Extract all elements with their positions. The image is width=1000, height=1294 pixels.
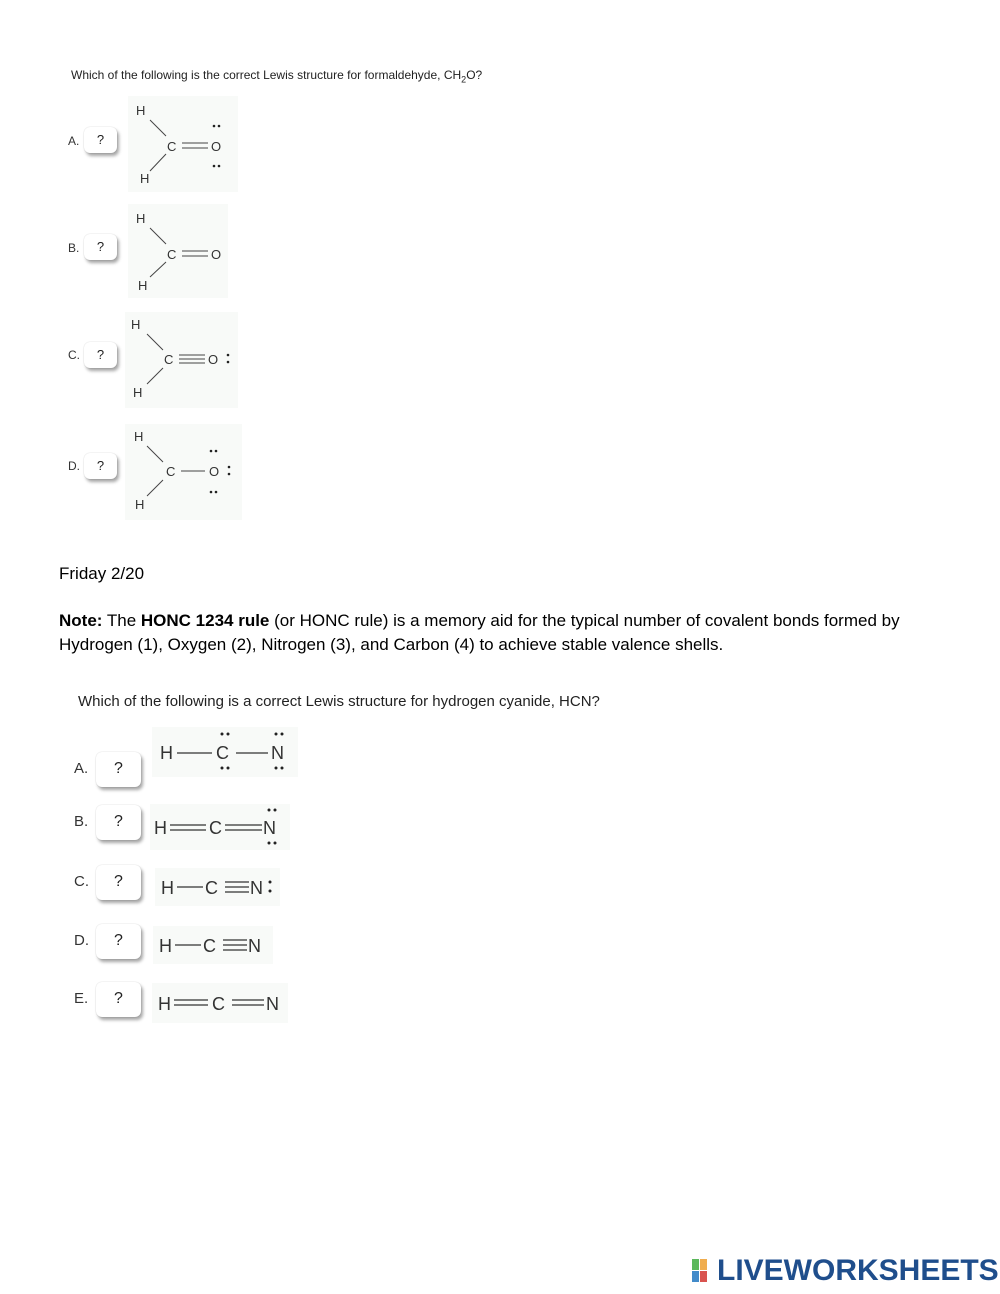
note-label: Note: [59,611,103,630]
honc-note: Note: The HONC 1234 rule (or HONC rule) is a memory aid for the typical number of covalent bonds formed by Hydrogen (1), Oxygen (2), Nitrogen (3), and Carbon (4) to achieve stable valence shells. [59,611,900,654]
atom-c: C [212,994,225,1014]
brand-name: LIVEWORKSHEETS [717,1254,999,1287]
hcn-structure-c [155,868,280,906]
formaldehyde-structure-d [125,424,242,520]
hcn-structure-b [150,804,290,850]
option-a-letter: A. [74,760,89,777]
liveworksheets-logo-icon [692,1259,716,1283]
atom-o: O [208,352,219,367]
atom-c: C [216,743,229,763]
option-a-letter: A. [68,134,80,148]
option-c-letter: C. [74,873,89,890]
answer-box-q1-b[interactable]: ? [84,234,117,260]
option-b-letter: B. [68,241,80,255]
answer-box-q2-b[interactable]: ? [96,805,141,840]
answer-box-q1-d[interactable]: ? [84,453,117,479]
atom-c: C [203,936,216,956]
date-heading: Friday 2/20 [59,564,145,583]
atom-n: N [271,743,284,763]
atom-h: H [133,385,143,400]
atom-n: N [248,936,261,956]
hcn-structure-d [153,926,273,964]
question-2-title: Which of the following is a correct Lewis structure for hydrogen cyanide, HCN? [78,693,600,710]
atom-h: H [158,994,171,1014]
atom-c: C [205,878,218,898]
atom-h: H [161,878,174,898]
atom-o: O [211,247,222,262]
option-d-letter: D. [68,459,80,473]
answer-box-q2-d[interactable]: ? [96,924,141,959]
atom-c: C [209,818,222,838]
atom-n: N [250,878,263,898]
atom-h: H [136,211,146,226]
atom-h: H [140,171,150,186]
atom-h: H [134,429,144,444]
answer-box-q1-a[interactable]: ? [84,127,117,153]
atom-h: H [131,317,141,332]
option-c-letter: C. [68,348,80,362]
atom-c: C [166,464,176,479]
formaldehyde-structure-b [128,204,228,298]
atom-o: O [211,139,222,154]
option-e-letter: E. [74,990,89,1007]
atom-c: C [167,139,177,154]
answer-box-q2-e[interactable]: ? [96,982,141,1017]
option-d-letter: D. [74,932,89,949]
atom-h: H [136,103,146,118]
atom-h: H [154,818,167,838]
atom-c: C [164,352,174,367]
atom-c: C [167,247,177,262]
atom-n: N [266,994,279,1014]
formaldehyde-structure-c [125,312,238,408]
atom-h: H [135,497,145,512]
atom-o: O [209,464,220,479]
answer-box-q1-c[interactable]: ? [84,342,117,368]
honc-rule-name: HONC 1234 rule [140,611,270,630]
answer-box-q2-a[interactable]: ? [96,752,141,787]
answer-box-q2-c[interactable]: ? [96,865,141,900]
liveworksheets-logo [692,1254,999,1288]
option-b-letter: B. [74,813,89,830]
atom-h: H [138,278,148,293]
atom-h: H [159,936,172,956]
hcn-structure-e [152,983,288,1023]
formaldehyde-structure-a [128,96,238,192]
question-1-title: Which of the following is the correct Lewis structure for formaldehyde, $CH_2O$? [71,68,483,85]
hcn-structure-a [152,727,298,777]
atom-n: N [263,818,276,838]
atom-h: H [160,743,173,763]
